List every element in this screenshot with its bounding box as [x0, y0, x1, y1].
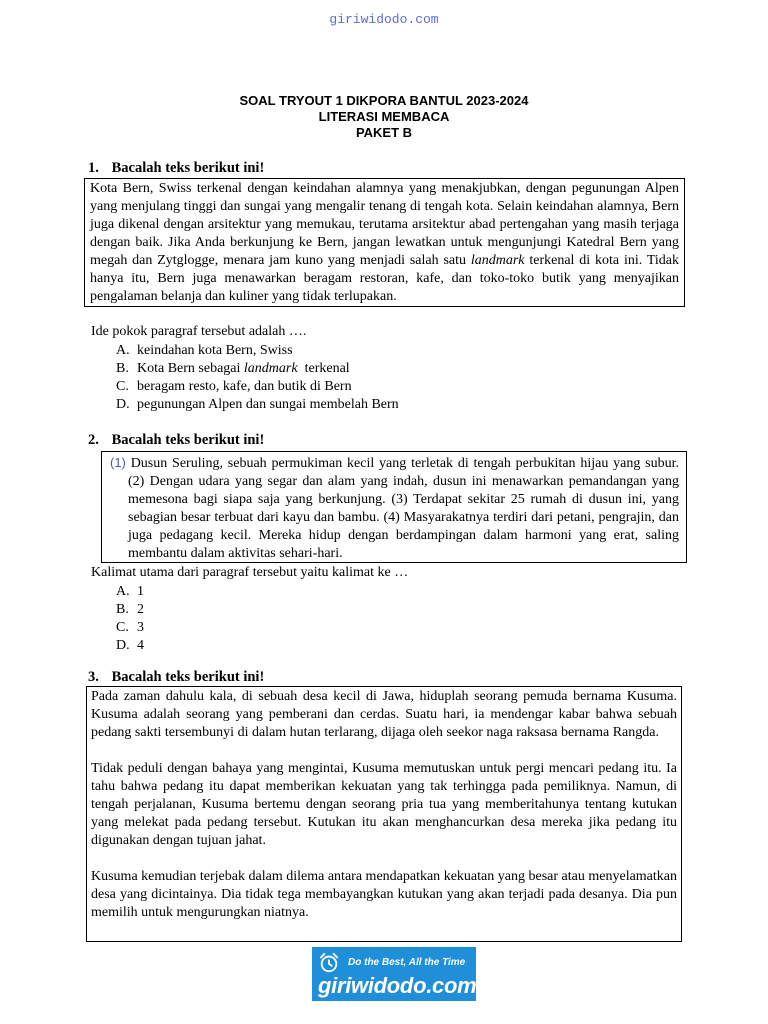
passage-3-paragraph-1: Pada zaman dahulu kala, di sebuah desa kecil di Jawa, hiduplah seorang pemuda bernama Kusuma. Kusuma adalah seorang yang pemberani dan cerdas. Suatu hari, ia mendengar kabar bahwa sebuah pedang sakti tersembunyi di dalam hutan terlarang, dijaga oleh seekor naga raksasa bernama Rangda. — [91, 689, 677, 740]
question-number: 1. — [88, 160, 99, 176]
option-c[interactable]: C. 3 — [116, 620, 144, 635]
passage-2-text: (1) Dusun Seruling, sebuah permukiman kecil yang terletak di tengah perbukitan hijau yang subur. (2) Dengan udara yang segar dan alam yang indah, dusun ini menawarkan pemandangan yang memesona bagi siapa saja yang berkunjung. (3) Terdapat sekitar 25 rumah di dusun ini, yang sebagian besar terbuat dari kayu dan bambu. (4) Masyarakatnya terdiri dari petani, pengrajin, dan juga pedagang kecil. Mereka hidup dengan berdampingan dalam harmoni yang erat, saling membantu dalam aktivitas sehari-hari. — [110, 455, 679, 561]
question-1-prompt: Ide pokok paragraf tersebut adalah …. — [91, 324, 307, 339]
document-title — [0, 93, 768, 141]
question-number: 2. — [88, 432, 99, 448]
question-number: 3. — [88, 669, 99, 685]
alarm-clock-icon — [318, 952, 340, 974]
passage-box-2 — [101, 451, 687, 563]
question-2-prompt: Kalimat utama dari paragraf tersebut yaitu kalimat ke … — [91, 565, 409, 580]
passage-3-paragraph-2: Tidak peduli dengan bahaya yang mengintai, Kusuma memutuskan untuk pergi mencari pedang itu. Ia tahu bahwa pedang itu dapat memberikan kekuatan yang tak terhingga pada pemiliknya. Namun, di tengah perjalanan, Kusuma bertemu dengan seorang pria tua yang memberitahunya tentang kutukan yang melekat pada pedang tersebut. Kutukan itu akan menghancurkan desa mereka jika pedang itu digunakan dengan tujuan jahat. — [91, 761, 677, 848]
passage-1-text: Kota Bern, Swiss terkenal dengan keindahan alamnya yang menakjubkan, dengan pegunungan Alpen yang menjulang tinggi dan sungai yang mengalir tenang di tengah kota. Selain keindahan alamnya, Bern juga dikenal dengan arsitektur yang memukau, terutama arsitektur abad pertengahan yang masih terjaga dengan baik. Jika Anda berkunjung ke Bern, jangan lewatkan untuk mengunjungi Katedral Bern yang megah dan Zytglogge, menara jam kuno yang menjadi salah satu landmark terkenal di kota ini. Tidak hanya itu, Bern juga menawarkan beragam restoran, kafe, dan toko-toko butik yang menyajikan pengalaman belanja dan kuliner yang tidak terlupakan. — [90, 181, 680, 304]
title-line-3: PAKET B — [355, 125, 413, 140]
logo-tagline: Do the Best, All the Time — [348, 957, 466, 968]
logo-brand: giriwidodo.com — [318, 973, 477, 998]
passage-box-1 — [84, 178, 685, 307]
question-2-heading — [88, 432, 264, 449]
option-b[interactable]: B. 2 — [116, 602, 144, 617]
question-1-options — [116, 342, 399, 414]
site-url[interactable]: giriwidodo.com — [329, 12, 439, 27]
title-line-2: LITERASI MEMBACA — [318, 109, 450, 124]
passage-3-paragraph-3: Kusuma kemudian terjebak dalam dilema antara mendapatkan kekuatan yang besar atau menyelamatkan desa yang dicintainya. Dia tidak tega membayangkan kutukan yang akan terjadi pada desanya. Dia pun memilih untuk mengurungkan niatnya. — [91, 869, 677, 920]
title-line-1: SOAL TRYOUT 1 DIKPORA BANTUL 2023-2024 — [239, 93, 529, 108]
question-instruction: Bacalah teks berikut ini! — [111, 432, 265, 448]
passage-box-3 — [86, 686, 682, 942]
question-2-options — [116, 583, 144, 655]
footer-logo[interactable] — [312, 947, 476, 1001]
question-1-heading — [88, 160, 264, 177]
option-d[interactable]: D. 4 — [116, 638, 144, 653]
question-instruction: Bacalah teks berikut ini! — [111, 669, 265, 685]
option-a[interactable]: A. 1 — [116, 584, 144, 599]
option-a[interactable]: A. keindahan kota Bern, Swiss — [116, 343, 293, 358]
option-b[interactable]: B. Kota Bern sebagai landmark terkenal — [116, 361, 350, 376]
question-instruction: Bacalah teks berikut ini! — [111, 160, 265, 176]
option-c[interactable]: C. beragam resto, kafe, dan butik di Bern — [116, 379, 352, 394]
option-d[interactable]: D. pegunungan Alpen dan sungai membelah Bern — [116, 397, 399, 412]
question-3-heading — [88, 669, 264, 686]
